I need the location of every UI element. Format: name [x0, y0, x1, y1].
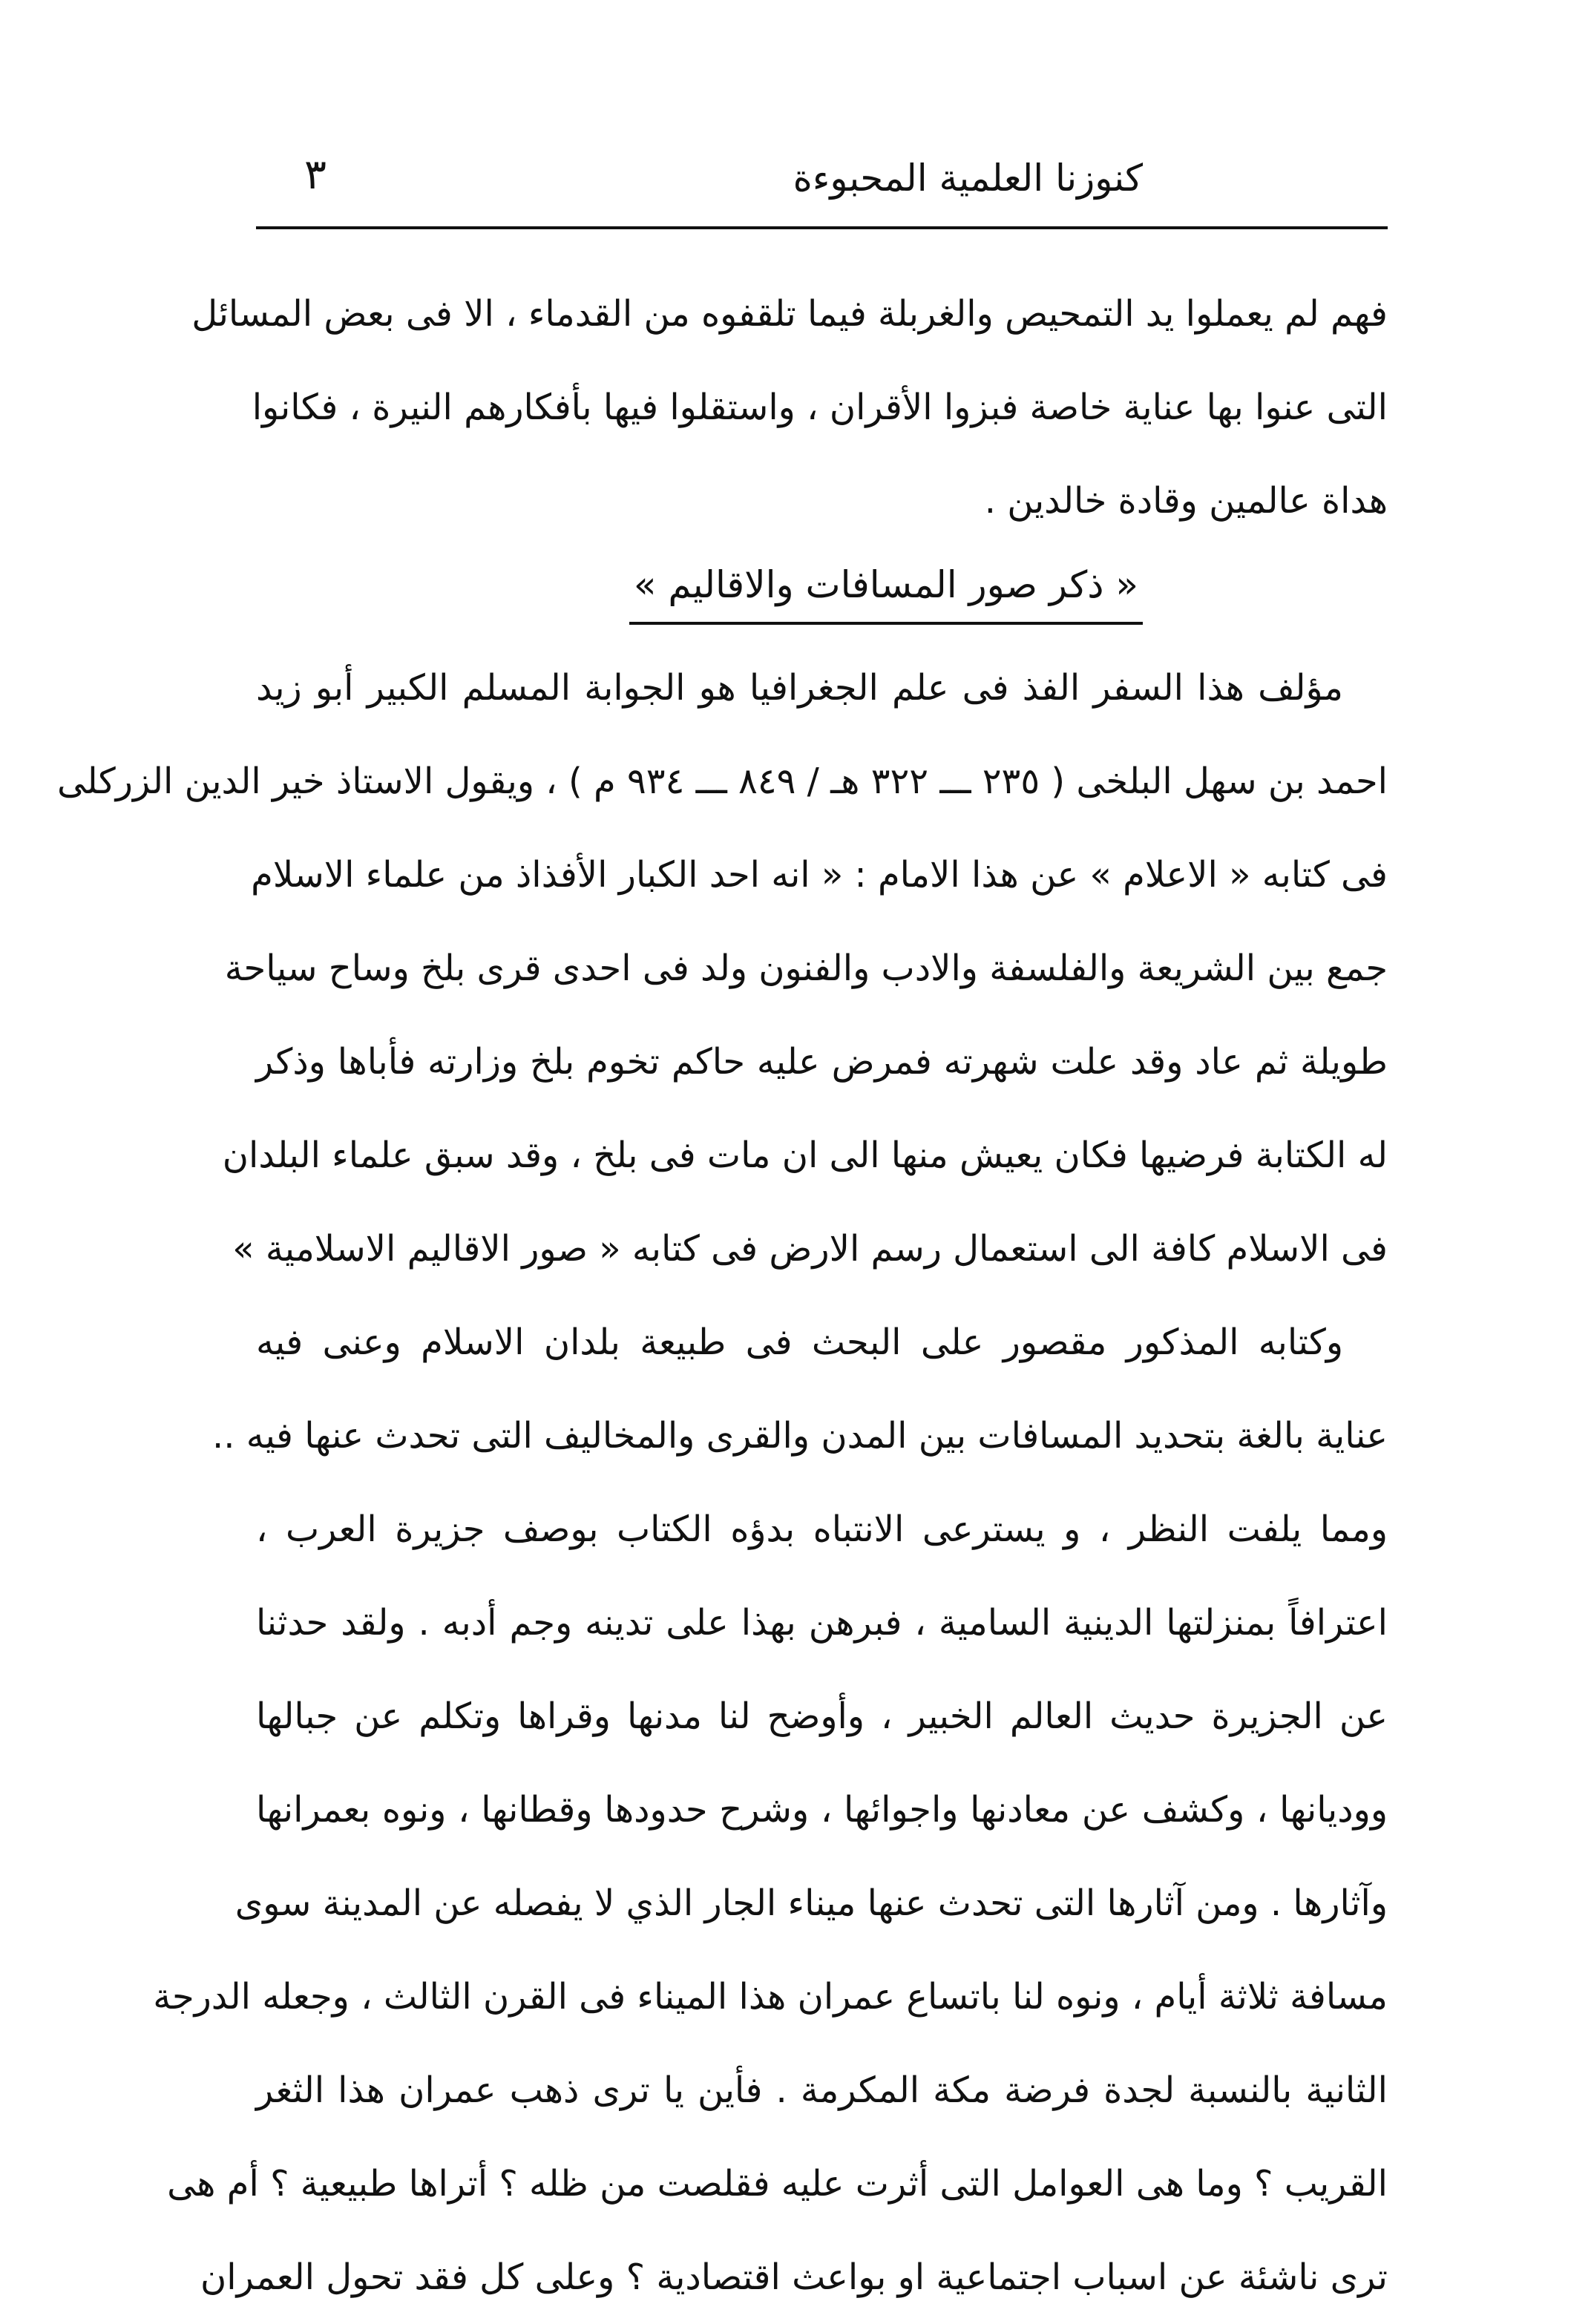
text-line: فى كتابه « الاعلام » عن هذا الامام : « انه احد الكبار الأفذاذ من علماء الاسلام	[251, 854, 1388, 896]
text-line: الثانية بالنسبة لجدة فرضة مكة المكرمة . فأين يا ترى ذهب عمران هذا الثغر	[256, 2069, 1388, 2111]
text-line: جمع بين الشريعة والفلسفة والادب والفنون ولد فى احدى قرى بلخ وساح سياحة	[224, 948, 1388, 989]
page-number: ٣	[304, 151, 327, 199]
text-line: عن الجزيرة حديث العالم الخبير ، وأوضح لنا مدنها وقراها وتكلم عن جبالها	[256, 1696, 1388, 1737]
page-header	[252, 141, 1365, 215]
text-line: فى الاسلام كافة الى استعمال رسم الارض فى كتابه « صور الاقاليم الاسلامية »	[232, 1228, 1388, 1270]
text-line: ووديانها ، وكشف عن معادنها واجوائها ، وشرح حدودها وقطانها ، ونوه بعمرانها	[256, 1789, 1388, 1831]
text-line: له الكتابة فرضيها فكان يعيش منها الى ان مات فى بلخ ، وقد سبق علماء البلدان	[222, 1135, 1388, 1176]
text-line: القريب ؟ وما هى العوامل التى أثرت عليه فقلصت من ظله ؟ أتراها طبيعية ؟ أم هى	[167, 2163, 1388, 2205]
text-line: طويلة ثم عاد وقد علت شهرته فمرض عليه حاكم تخوم بلخ وزارته فأباها وذكر	[256, 1041, 1388, 1083]
text-line: هداة عالمين وقادة خالدين .	[984, 480, 1388, 522]
text-line: مؤلف هذا السفر الفذ فى علم الجغرافيا هو الجوابة المسلم الكبير أبو زيد	[256, 667, 1343, 709]
text-line: ومما يلفت النظر ، و يسترعى الانتباه بدؤه الكتاب بوصف جزيرة العرب ،	[256, 1509, 1388, 1550]
text-line: وآثارها . ومن آثارها التى تحدث عنها ميناء الجار الذي لا يفصله عن المدينة سوى	[234, 1882, 1388, 1924]
section-heading: « ذكر صور المسافات والاقاليم »	[629, 548, 1143, 625]
header-rule	[256, 226, 1388, 229]
body-text	[57, 267, 1388, 2324]
text-line: اعترافاً بمنزلتها الدينية السامية ، فبرهن بهذا على تدينه وجم أدبه . ولقد حدثنا	[256, 1602, 1388, 1644]
text-line: فهم لم يعملوا يد التمحيص والغربلة فيما تلقفوه من القدماء ، الا فى بعض المسائل	[191, 293, 1388, 335]
text-line: عناية بالغة بتحديد المسافات بين المدن والقرى والمخاليف التى تحدث عنها فيه ..	[212, 1415, 1388, 1457]
running-title: كنوزنا العلمية المحبوءة	[793, 157, 1143, 200]
text-line: ترى ناشئة عن اسباب اجتماعية او بواعث اقتصادية ؟ وعلى كل فقد تحول العمران	[200, 2256, 1388, 2298]
text-line: احمد بن سهل البلخى ( ٢٣٥ ـــ ٣٢٢ هـ / ٨٤٩ ـــ ٩٣٤ م ) ، ويقول الاستاذ خير الدين الزركلى	[57, 761, 1388, 802]
text-line: وكتابه المذكور مقصور على البحث فى طبيعة بلدان الاسلام وعنى فيه	[256, 1322, 1343, 1363]
section-heading-row	[256, 548, 1388, 641]
text-line: التى عنوا بها عناية خاصة فبزوا الأقران ، واستقلوا فيها بأفكارهم النيرة ، فكانوا	[252, 387, 1388, 428]
text-line: مسافة ثلاثة أيام ، ونوه لنا باتساع عمران هذا الميناء فى القرن الثالث ، وجعله الدرجة	[153, 1976, 1388, 2018]
